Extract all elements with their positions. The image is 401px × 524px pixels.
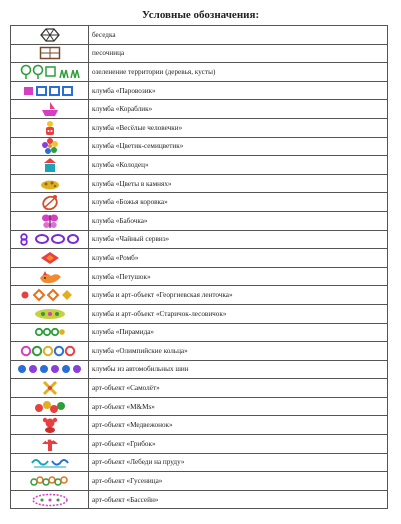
legend-label: клумба и арт-объект «Старичок-лесовичок» [89, 304, 388, 323]
st-george-ribbon-icon [11, 286, 89, 305]
flowers-in-stones-icon [11, 174, 89, 193]
legend-table [10, 25, 388, 509]
legend-row [11, 100, 388, 119]
ladybug-flowerbed-icon [11, 193, 89, 212]
swans-icon [11, 453, 89, 472]
legend-label: песочница [89, 44, 388, 63]
legend-row [11, 118, 388, 137]
legend-label: клумба «Чайный сервиз» [89, 230, 388, 249]
boat-flowerbed-icon [11, 100, 89, 119]
forest-old-man-icon [11, 304, 89, 323]
legend-row [11, 435, 388, 454]
legend-label: клумба «Петушок» [89, 267, 388, 286]
little-men-flowerbed-icon [11, 118, 89, 137]
legend-label: арт-объект «Лебеди на пруду» [89, 453, 388, 472]
legend-row [11, 137, 388, 156]
legend-row [11, 416, 388, 435]
legend-row [11, 379, 388, 398]
sandbox-icon [11, 44, 89, 63]
legend-row [11, 81, 388, 100]
tea-set-flowerbed-icon [11, 230, 89, 249]
legend-label: клумба «Ромб» [89, 249, 388, 268]
legend-row [11, 360, 388, 379]
legend-label: озеленение территории (деревья, кусты) [89, 63, 388, 82]
olympic-rings-icon [11, 342, 89, 361]
legend-row [11, 267, 388, 286]
legend-row [11, 397, 388, 416]
legend-label: арт-объект «Гусеница» [89, 472, 388, 491]
legend-label: клумба «Бабочка» [89, 211, 388, 230]
legend-label: клумба «Цветик-семицветик» [89, 137, 388, 156]
train-flowerbed-icon [11, 81, 89, 100]
legend-row [11, 342, 388, 361]
legend-row [11, 249, 388, 268]
legend-row [11, 26, 388, 45]
legend-row [11, 193, 388, 212]
legend-label: клумба и арт-объект «Георгиевская ленточка» [89, 286, 388, 305]
legend-row [11, 44, 388, 63]
legend-label: арт-объект «Самолёт» [89, 379, 388, 398]
legend-row [11, 286, 388, 305]
legend-label: клумба «Пирамида» [89, 323, 388, 342]
legend-label: клумба «Кораблик» [89, 100, 388, 119]
legend-label: клумба «Цветы в камнях» [89, 174, 388, 193]
trees-bushes-icon [11, 63, 89, 82]
legend-label: арт-объект «Бассейн» [89, 490, 388, 509]
legend-row [11, 304, 388, 323]
legend-row [11, 156, 388, 175]
legend-row [11, 453, 388, 472]
butterfly-flowerbed-icon [11, 211, 89, 230]
legend-label: клумба «Весёлые человечки» [89, 118, 388, 137]
mms-icon [11, 397, 89, 416]
legend-row [11, 490, 388, 509]
legend-label: клумба «Божья коровка» [89, 193, 388, 212]
legend-label: клумба «Олимпийские кольца» [89, 342, 388, 361]
airplane-icon [11, 379, 89, 398]
legend-label: клумба «Паровозик» [89, 81, 388, 100]
legend-label: арт-объект «Грибок» [89, 435, 388, 454]
legend-title: Условные обозначения: [141, 9, 260, 21]
bear-cub-icon [11, 416, 89, 435]
legend-label: арт-объект «Медвежонок» [89, 416, 388, 435]
legend-row [11, 174, 388, 193]
seven-petal-flower-icon [11, 137, 89, 156]
legend-row [11, 63, 388, 82]
rooster-flowerbed-icon [11, 267, 89, 286]
rhombus-flowerbed-icon [11, 249, 89, 268]
tire-flowerbeds-icon [11, 360, 89, 379]
mushroom-icon [11, 435, 89, 454]
legend-label: клумбы из автомобильных шин [89, 360, 388, 379]
well-flowerbed-icon [11, 156, 89, 175]
legend-row [11, 472, 388, 491]
legend-label: клумба «Колодец» [89, 156, 388, 175]
legend-label: беседка [89, 26, 388, 45]
caterpillar-icon [11, 472, 89, 491]
legend-label: арт-объект «M&Ms» [89, 397, 388, 416]
legend-row [11, 323, 388, 342]
legend-row [11, 230, 388, 249]
pyramid-flowerbed-icon [11, 323, 89, 342]
gazebo-icon [11, 26, 89, 45]
pool-icon [11, 490, 89, 509]
legend-row [11, 211, 388, 230]
